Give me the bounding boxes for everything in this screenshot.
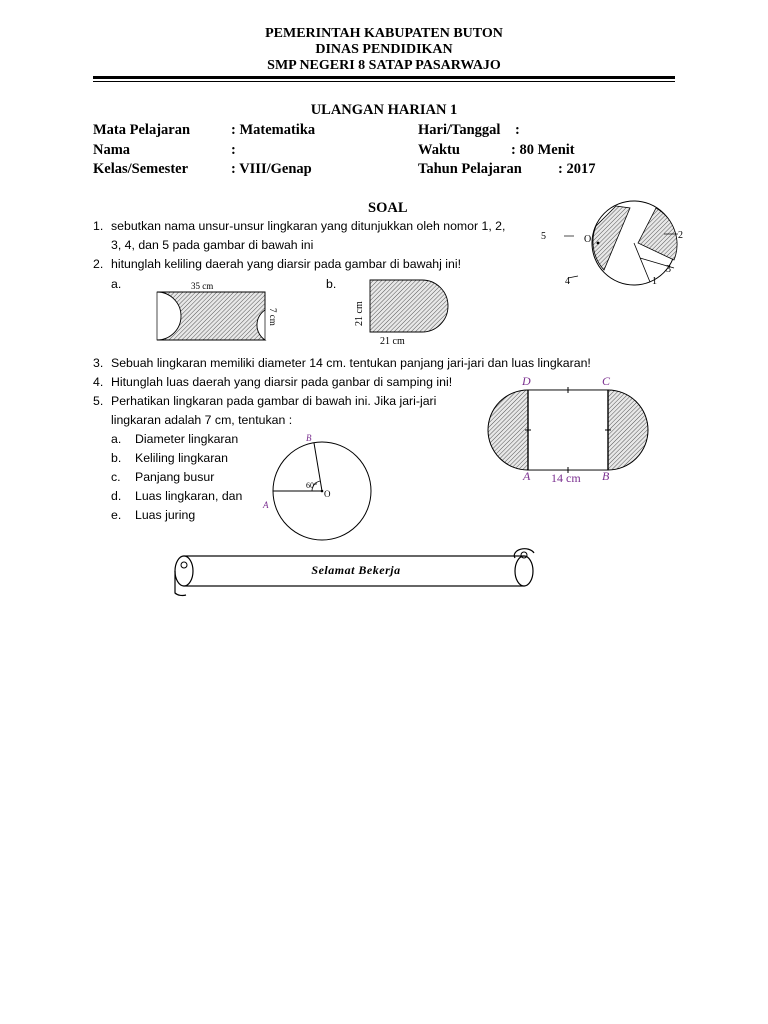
q5-item-d-letter: d. (111, 489, 122, 503)
q5-item-a-letter: a. (111, 432, 122, 446)
header-line-3: SMP NEGERI 8 SATAP PASARWAJO (267, 58, 501, 73)
q5-text-line-1: Perhatikan lingkaran pada gambar di bawah ini. Jika jari-jari (111, 394, 437, 408)
fig2b-shaded-region (370, 280, 448, 332)
fig2a-side-label: 7 cm (268, 308, 278, 326)
q5-item-e-text: Luas juring (135, 508, 196, 522)
name-value: : (231, 142, 236, 158)
q4-text: Hitunglah luas daerah yang diarsir pada ganbar di samping ini! (111, 375, 453, 389)
soal-title: SOAL (368, 200, 408, 216)
day-label: Hari/Tanggal (418, 122, 501, 138)
fig4-bottom-label: 14 cm (551, 471, 581, 485)
name-label: Nama (93, 142, 131, 158)
year-label: Tahun Pelajaran (418, 161, 522, 177)
q5-item-b-text: Keliling lingkaran (135, 451, 228, 465)
fig1-label-2: 2 (678, 230, 683, 241)
fig1-label-1: 1 (652, 276, 657, 287)
header-line-2: DINAS PENDIDIKAN (315, 42, 453, 57)
q4-number: 4. (93, 375, 104, 389)
q1-text-line-2: 3, 4, dan 5 pada gambar di bawah ini (111, 238, 314, 252)
header-rule-thin (93, 81, 675, 82)
fig5-label-O: O (324, 489, 331, 499)
fig1-label-5: 5 (541, 231, 546, 242)
header-rule-thick (93, 76, 675, 79)
fig4-label-A: A (523, 469, 531, 483)
time-value: : 80 Menit (511, 142, 575, 158)
q2a-letter: a. (111, 277, 122, 291)
q1-number: 1. (93, 219, 104, 233)
fig4-label-B: B (602, 469, 610, 483)
time-label: Waktu (418, 142, 460, 158)
header-line-1: PEMERINTAH KABUPATEN BUTON (265, 26, 503, 41)
q5-number: 5. (93, 394, 104, 408)
fig5-angle-label: 60° (306, 481, 318, 490)
fig5-label-A: A (263, 500, 269, 510)
exam-title: ULANGAN HARIAN 1 (310, 102, 458, 118)
subject-value: : Matematika (231, 122, 316, 138)
q2-text: hitunglah keliling daerah yang diarsir pada gambar di bawahj ini! (111, 257, 461, 271)
fig4-inner-rectangle (528, 390, 608, 470)
fig4-label-D: D (522, 374, 531, 388)
q3-number: 3. (93, 356, 104, 370)
q5-item-c-letter: c. (111, 470, 121, 484)
q3-text: Sebuah lingkaran memiliki diameter 14 cm. tentukan panjang jari-jari dan luas lingkaran! (111, 356, 591, 370)
day-value: : (515, 122, 520, 138)
year-value: : 2017 (558, 161, 596, 177)
q1-text-line-1: sebutkan nama unsur-unsur lingkaran yang ditunjukkan oleh nomor 1, 2, (111, 219, 506, 233)
fig1-label-3: 3 (666, 264, 671, 275)
fig2b-side-label: 21 cm (354, 301, 365, 326)
fig1-center-label: O (584, 234, 592, 245)
circle-parts-figure (538, 198, 688, 290)
q5-item-a-text: Diameter lingkaran (135, 432, 239, 446)
q5-item-e-letter: e. (111, 508, 122, 522)
square-semicircle-figure (350, 278, 460, 348)
fig1-label-4: 4 (565, 276, 570, 287)
class-value: : VIII/Genap (231, 161, 312, 177)
q2-number: 2. (93, 257, 104, 271)
fig5-label-B: B (306, 433, 312, 443)
q5-text-line-2: lingkaran adalah 7 cm, tentukan : (111, 413, 293, 427)
stadium-figure (480, 372, 656, 490)
circle-angle-figure (262, 432, 374, 544)
q5-item-c-text: Panjang busur (135, 470, 215, 484)
subject-label: Mata Pelajaran (93, 122, 191, 138)
fig2b-bottom-label: 21 cm (380, 336, 405, 347)
q2b-letter: b. (326, 277, 337, 291)
rect-semicircle-figure (150, 278, 282, 344)
q5-item-b-letter: b. (111, 451, 122, 465)
fig4-label-C: C (602, 374, 611, 388)
q5-item-d-text: Luas lingkaran, dan (135, 489, 243, 503)
banner-text: Selamat Bekerja (311, 563, 401, 577)
class-label: Kelas/Semester (93, 161, 189, 177)
fig2a-shaded-region (157, 292, 265, 340)
fig2a-top-label: 35 cm (191, 281, 214, 291)
